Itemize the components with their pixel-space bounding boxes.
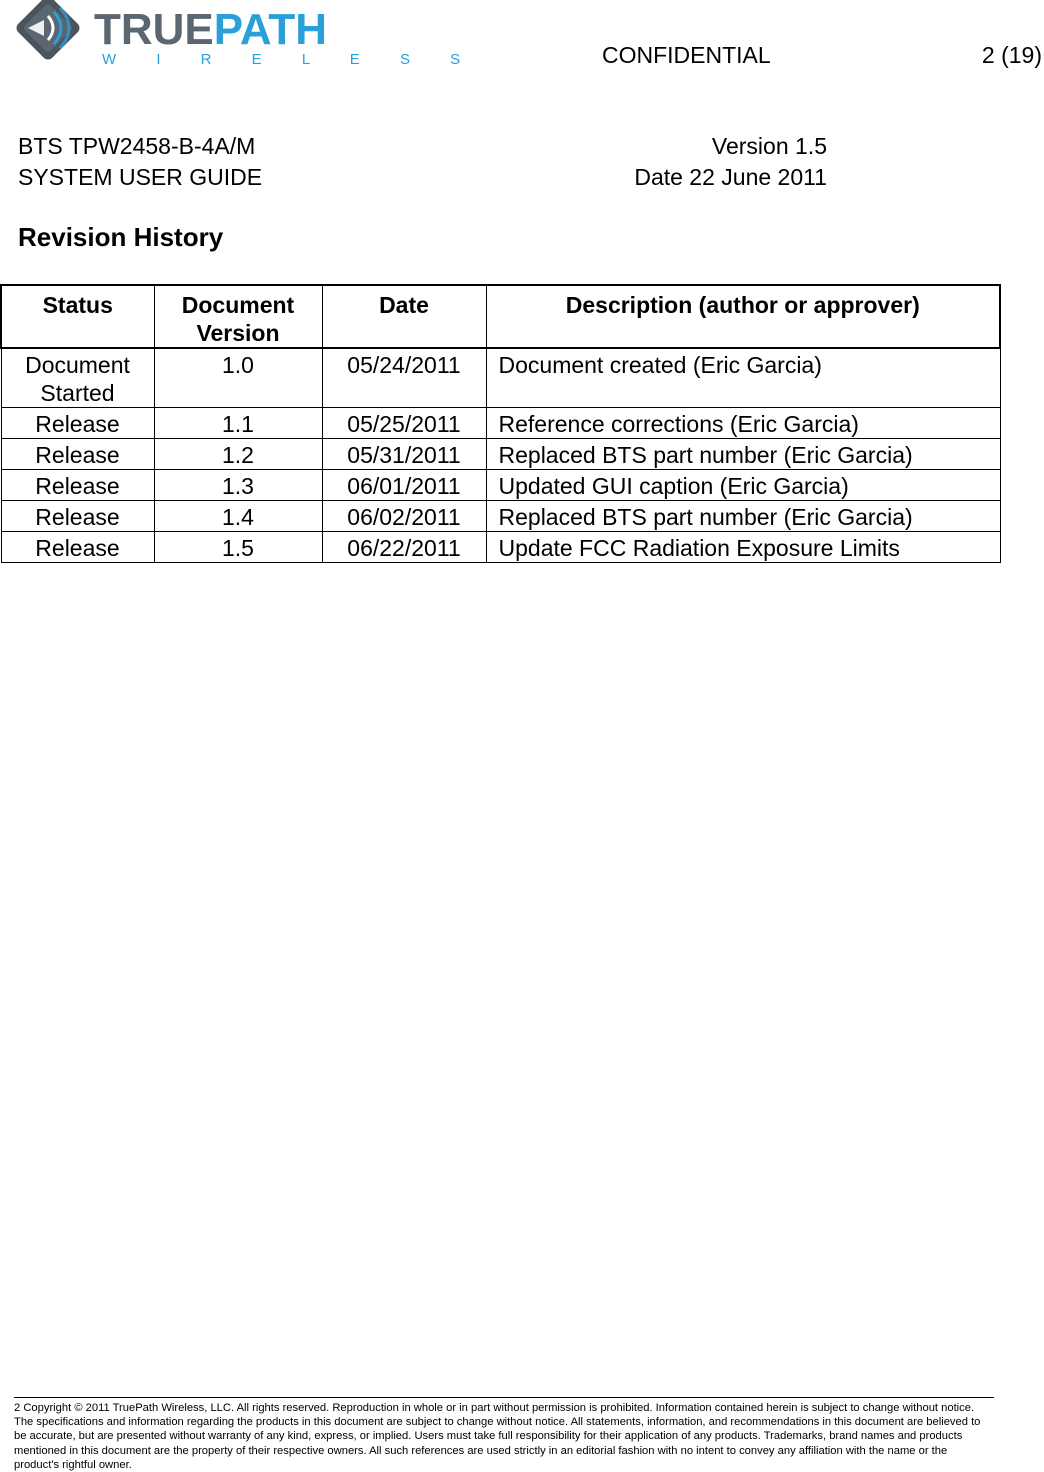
cell-version: 1.1: [154, 408, 322, 439]
cell-date: 05/31/2011: [322, 439, 486, 470]
product-name: BTS TPW2458-B-4A/M: [18, 133, 256, 159]
table-row: [1, 348, 1000, 408]
doc-header-right: [560, 131, 827, 193]
cell-status: Document Started: [1, 348, 154, 408]
table-row: [1, 501, 1000, 532]
cell-version: 1.0: [154, 348, 322, 408]
table-row: [1, 532, 1000, 563]
table-row: [1, 439, 1000, 470]
column-header-description: Description (author or approver): [486, 285, 1000, 348]
cell-description: Updated GUI caption (Eric Garcia): [486, 470, 1000, 501]
cell-version: 1.2: [154, 439, 322, 470]
cell-status: Release: [1, 470, 154, 501]
cell-version: 1.3: [154, 470, 322, 501]
logo-subtitle: W I R E L E S S: [102, 51, 479, 68]
cell-version: 1.4: [154, 501, 322, 532]
cell-status: Release: [1, 408, 154, 439]
logo-diamond-icon: [14, 0, 82, 62]
cell-date: 05/24/2011: [322, 348, 486, 408]
column-header-status: Status: [1, 285, 154, 348]
table-row: [1, 470, 1000, 501]
confidential-label: CONFIDENTIAL: [602, 42, 771, 68]
cell-description: Replaced BTS part number (Eric Garcia): [486, 439, 1000, 470]
section-title: Revision History: [18, 222, 224, 252]
column-header-version: Document Version: [154, 285, 322, 348]
footer-divider: [14, 1397, 994, 1398]
cell-date: 06/01/2011: [322, 470, 486, 501]
revision-history-table: [0, 284, 1001, 563]
page-number: 2 (19): [981, 42, 1042, 68]
cell-date: 06/22/2011: [322, 532, 486, 563]
column-header-date: Date: [322, 285, 486, 348]
cell-date: 05/25/2011: [322, 408, 486, 439]
cell-date: 06/02/2011: [322, 501, 486, 532]
cell-status: Release: [1, 501, 154, 532]
cell-description: Update FCC Radiation Exposure Limits: [486, 532, 1000, 563]
cell-status: Release: [1, 439, 154, 470]
doc-header-left: [18, 131, 262, 193]
cell-version: 1.5: [154, 532, 322, 563]
cell-status: Release: [1, 532, 154, 563]
doc-date: Date 22 June 2011: [634, 164, 827, 190]
cell-description: Reference corrections (Eric Garcia): [486, 408, 1000, 439]
doc-type: SYSTEM USER GUIDE: [18, 164, 263, 190]
logo-wordmark: TRUEPATH: [94, 5, 328, 54]
cell-description: Replaced BTS part number (Eric Garcia): [486, 501, 1000, 532]
truepath-wireless-logo: [14, 0, 479, 76]
cell-description: Document created (Eric Garcia): [486, 348, 1000, 408]
footer-copyright: 2 Copyright © 2011 TruePath Wireless, LLC. All rights reserved. Reproduction in whole or in part without permission is prohibited. Information contained herein is subject to change without notice. The specifications and information regarding the products in this document are subject to change without notice. All statements, information, and recommendations in this document are believed to be accurate, but are presented without warranty of any kind, express, or implied. Users must take full responsibility for their application of any products. Trademarks, brand names and products mentioned in this document are the property of their respective owners. All such references are used strictly in an editorial fashion with no intent to convey any affiliation with the name or the product's rightful owner.: [14, 1402, 981, 1471]
doc-version: Version 1.5: [711, 133, 827, 159]
table-header-row: [1, 285, 1000, 348]
table-row: [1, 408, 1000, 439]
